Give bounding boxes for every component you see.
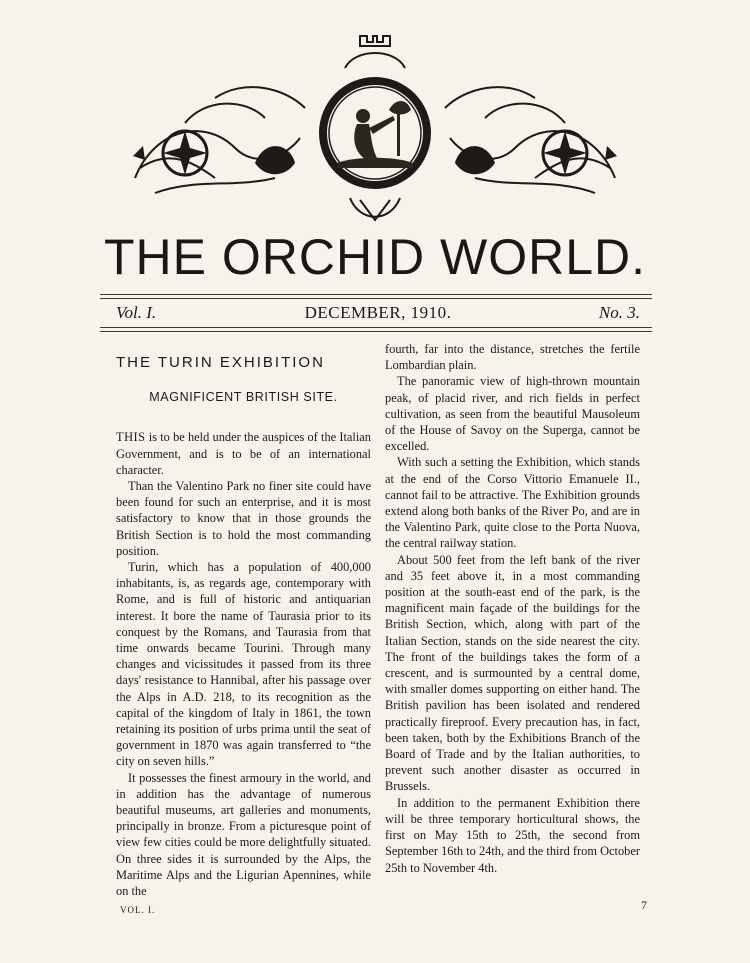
- article-paragraph: The panoramic view of high-thrown mountain peak, of placid river, and rich fields in perfect cultivation, as seen from the beautiful Mausoleum of the House of Savoy on the Superga, cannot be excelled.: [385, 374, 640, 454]
- issue-line: [116, 303, 640, 325]
- article-subtitle: MAGNIFICENT BRITISH SITE.: [149, 390, 338, 405]
- article-paragraph: [116, 429, 371, 478]
- masthead-rule: [100, 294, 652, 295]
- article-title: THE TURIN EXHIBITION: [116, 354, 325, 371]
- paragraph-text: It possesses the finest armoury in the world, and in addition has the advantage of numerous beautiful museums, art galleries and monuments, principally in bronze. From a picturesque point of view few cities could be more delightfully situated. On three sides it is surrounded by the Alps, the Maritime Alps and the Ligurian Apennines, while on the: [116, 770, 371, 899]
- article-paragraph: In addition to the permanent Exhibition there will be three temporary horticultural shows, the first on May 15th to 25th, the second from September 16th to 24th, and the third from October 25th to November 4th.: [385, 795, 640, 875]
- masthead-rule: [100, 298, 652, 299]
- page-number: 7: [641, 898, 647, 912]
- article-paragraph: [116, 478, 371, 559]
- article-column-right: [385, 341, 640, 876]
- article-paragraph: [116, 770, 371, 900]
- issue-rule: [100, 331, 652, 332]
- issue-rule: [100, 327, 652, 328]
- article-body-right: [385, 341, 640, 876]
- article-paragraph: fourth, far into the distance, stretches the fertile Lombardian plain.: [385, 342, 640, 373]
- article-paragraph: [116, 559, 371, 770]
- issue-volume: Vol. I.: [116, 303, 157, 322]
- issue-number: No. 3.: [598, 303, 640, 322]
- article-column-left: [116, 341, 371, 899]
- issue-date: DECEMBER, 1910.: [304, 303, 452, 322]
- article-body-left: [116, 429, 371, 899]
- footer-volume: VOL. I.: [120, 905, 156, 915]
- ornamental-header-illustration: [115, 28, 635, 228]
- article-paragraph: With such a setting the Exhibition, which stands at the end of the Corso Vittorio Emanuele II., cannot fail to be attractive. The Exhibition grounds extend along both banks of the River Po, and are in the Valentino Park, quite close to the Porta Nuova, the central railway station.: [385, 455, 640, 551]
- paragraph-text: Turin, which has a population of 400,000 inhabitants, is, as regards age, contemporary with Rome, and is full of historic and antiquarian interest. It bore the name of Taurasia prior to its conquest by the Romans, and Taurasia from that time onwards became Tourini. Through many changes and vicissitudes it passed from its three days' resistance to Hannibal, after his passage over the Alps in A.D. 218, to its recognition as the capital of the kingdom of Italy in 1861, the town retaining its position of urbs prima until the seat of government in 1870 was again transferred to “the city on seven hills.”: [116, 560, 371, 769]
- article-paragraph: About 500 feet from the left bank of the river and 35 feet above it, in a most commanding position at the south-east end of the park, is the magnificent main façade of the buildings for the British Section, which, along with part of the Italian Section, stands on the side nearest the city. The front of the buildings takes the form of a crescent, and is surmounted by a central dome, with smaller domes supporting on either hand. The British pavilion has been isolated and rendered practically fireproof. Every precaution has, in fact, been taken, both by the Exhibitions Branch of the Board of Trade and by the Italian authorities, to prevent such another disaster as occurred in Brussels.: [385, 552, 640, 794]
- paragraph-lead-word: THIS: [116, 430, 146, 445]
- masthead-title: THE ORCHID WORLD.: [104, 229, 646, 285]
- paragraph-text: is to be held under the auspices of the Italian Government, and is to be of an international character.: [116, 430, 371, 477]
- paragraph-text: Than the Valentino Park no finer site could have been found for such an enterprise, and it is most satisfactory to know that in those grounds the British Section is to hold the most commanding position.: [116, 479, 371, 558]
